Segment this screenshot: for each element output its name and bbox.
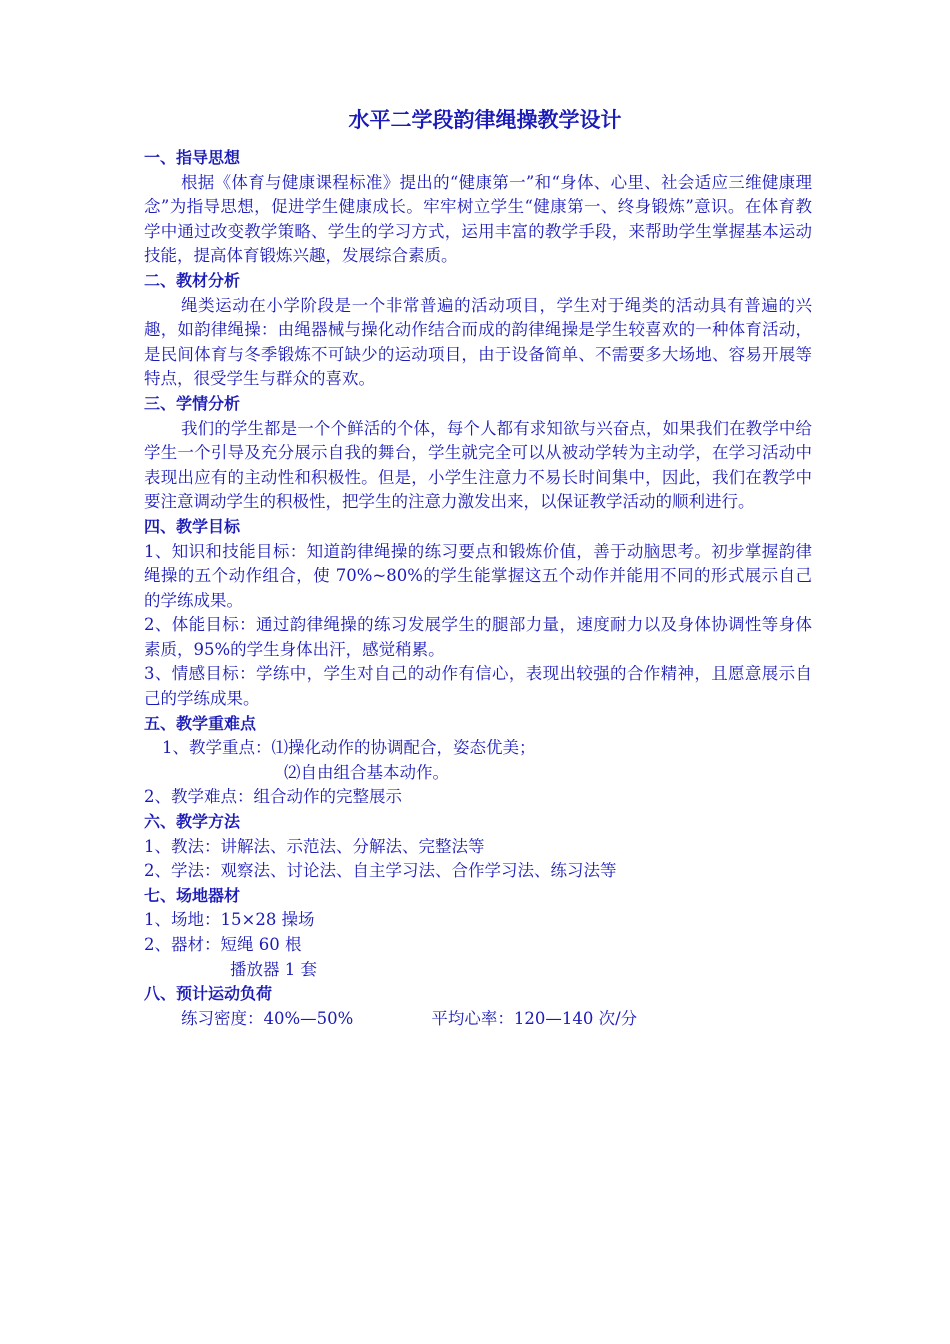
section-heading: 三、学情分析	[144, 393, 241, 413]
section-teaching-methods	[144, 810, 812, 884]
section-heading: 四、教学目标	[144, 516, 241, 536]
section-key-points	[144, 712, 812, 810]
difficult-point: 2、教学难点：组合动作的完整展示	[144, 787, 402, 807]
section-heading: 一、指导思想	[144, 148, 241, 167]
section-exercise-load	[144, 982, 812, 1031]
learning-method: 2、学法：观察法、讨论法、自主学习法、合作学习法、练习法等	[144, 861, 617, 881]
document-title: 水平二学段韵律绳操教学设计	[348, 108, 622, 132]
section-guiding-ideology	[144, 146, 812, 269]
teaching-method: 1、教法：讲解法、示范法、分解法、完整法等	[144, 836, 485, 856]
section-heading: 七、场地器材	[144, 885, 241, 905]
key-point-2: ⑵自由组合基本动作。	[284, 762, 449, 782]
practice-density: 练习密度：40%—50%	[181, 1008, 354, 1028]
goal-physical: 2、体能目标：通过韵律绳操的练习发展学生的腿部力量，速度耐力以及身体协调性等身体素质，95%的学生身体出汗，感觉稍累。	[144, 615, 812, 659]
section-paragraph: 绳类运动在小学阶段是一个非常普遍的活动项目，学生对于绳类的活动具有普遍的兴趣，如韵律绳操：由绳器械与操化动作结合而成的韵律绳操是学生较喜欢的一种体育活动，是民间体育与冬季锻炼不可缺少的运动项目，由于设备简单、不需要多大场地、容易开展等特点，很受学生与群众的喜欢。	[144, 295, 812, 389]
section-student-analysis	[144, 392, 812, 515]
section-teaching-goals	[144, 515, 812, 712]
document-page	[144, 104, 812, 1031]
goal-knowledge-skill: 1、知识和技能目标：知道韵律绳操的练习要点和锻炼价值，善于动脑思考。初步掌握韵律绳操的五个动作组合，使 70%~80%的学生能掌握这五个动作并能用不同的形式展示自己的学练成果。	[144, 541, 812, 610]
venue-item: 1、场地：15×28 操场	[144, 910, 315, 930]
section-heading: 六、教学方法	[144, 812, 241, 832]
exercise-load-row	[144, 1007, 812, 1032]
average-heart-rate: 平均心率：120—140 次/分	[431, 1008, 638, 1028]
equipment-item: 播放器 1 套	[230, 959, 317, 979]
section-paragraph: 根据《体育与健康课程标准》提出的“健康第一”和“身体、心里、社会适应三维健康理念”为指导思想，促进学生健康成长。牢牢树立学生“健康第一、终身锻炼”意识。在体育教学中通过改变教学策略、学生的学习方式，运用丰富的教学手段，来帮助学生掌握基本运动技能，提高体育锻炼兴趣，发展综合素质。	[144, 172, 812, 266]
section-heading: 五、教学重难点	[144, 713, 257, 733]
section-heading: 二、教材分析	[144, 270, 241, 290]
section-heading: 八、预计运动负荷	[144, 984, 273, 1004]
equipment-item: 2、器材：短绳 60 根	[144, 935, 302, 954]
goal-emotional: 3、情感目标：学练中，学生对自己的动作有信心，表现出较强的合作精神，且愿意展示自己的学练成果。	[144, 664, 812, 709]
section-venue-equipment	[144, 884, 812, 982]
section-paragraph: 我们的学生都是一个个鲜活的个体，每个人都有求知欲与兴奋点，如果我们在教学中给学生一个引导及充分展示自我的舞台，学生就完全可以从被动学转为主动学，在学习活动中表现出应有的主动性和积极性。但是，小学生注意力不易长时间集中，因此，我们在教学中要注意调动学生的积极性，把学生的注意力激发出来，以保证教学活动的顺利进行。	[144, 418, 812, 512]
section-material-analysis	[144, 269, 812, 392]
key-point-1: 1、教学重点：⑴操化动作的协调配合，姿态优美；	[162, 738, 536, 758]
